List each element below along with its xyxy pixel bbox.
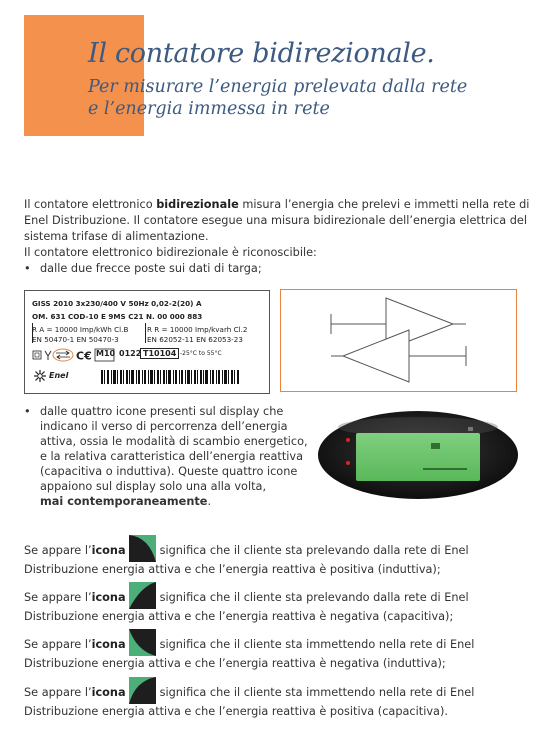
plate-temp-range: -25°C to 55°C [180, 350, 222, 357]
subtitle-line-1: Per misurare l’energia prelevata dalla rete [88, 77, 468, 97]
page-subtitle [88, 76, 467, 120]
bullet-dot: • [24, 405, 31, 418]
plate-bracket-left [32, 323, 141, 343]
plate-symbols-row [32, 348, 267, 362]
plate-row-3b: R R = 10000 Imp/kvarh Cl.2 [147, 325, 248, 334]
barcode [101, 370, 241, 384]
plate-code: 0122 [119, 349, 142, 358]
plate-row-4b: EN 62052-11 EN 62053-23 [147, 335, 243, 344]
intro-text [24, 197, 534, 277]
bullet2-emphasis: mai contemporaneamente [40, 495, 208, 508]
plate-row-2: OM. 631 COD-10 E 9MS C21 N. 00 000 883 [32, 312, 203, 321]
meter-nameplate [24, 290, 270, 394]
plate-row-4a: EN 50470-1 EN 50470-3 [32, 335, 119, 344]
enel-logo-icon [33, 369, 47, 383]
arrow-diagram [280, 289, 517, 392]
plate-bracket-right [145, 323, 146, 343]
prelievo-capacitiva-icon [129, 582, 156, 609]
lcd-display [318, 407, 518, 504]
prelievo-induttiva-icon [129, 535, 156, 562]
icon-paragraph-4: Se appare l’icona significa che il cliente sta immettendo nella rete di Enel Distribuzione energia attiva e che l’energia reattiva è positiva (capacitiva). [24, 677, 524, 720]
plate-row-3a: R A = 10000 Imp/kWh Cl.B [32, 325, 129, 334]
plate-m10: M10 [96, 349, 116, 358]
svg-text:C€: C€ [76, 349, 92, 362]
intro-paragraph-2: Il contatore elettronico bidirezionale è riconoscibile: [24, 246, 317, 259]
intro-paragraph-1: Il contatore elettronico bidirezionale misura l’energia che prelevi e immetti nella rete di Enel Distribuzione. Il contatore esegue una misura bidirezionale dell’energia elettrica del sistema trifase di alimentazione. [24, 198, 530, 243]
icon-paragraph-1: Se appare l’icona significa che il cliente sta prelevando dalla rete di Enel Distribuzione energia attiva e che l’energia reattiva è positiva (induttiva); [24, 535, 524, 578]
page-title: Il contatore bidirezionale. [88, 38, 435, 69]
bullet-item-icons: • dalle quattro icone presenti sul display che indicano il verso di percorrenza dell’energia attiva, ossia le modalità di scambio energetico, e la relativa caratteristica dell’energia reattiva (capacitiva o induttiva). Queste quattro icone appaiono sul display solo una alla volta, mai contemporaneamente. [24, 405, 308, 508]
bidirezionale-emphasis: bidirezionale [156, 198, 239, 211]
bullet-dot: • [24, 262, 31, 275]
bidirectional-arrows-diagram [281, 290, 515, 390]
plate-t-code: T10104 [140, 348, 179, 359]
meter-display-image [318, 407, 518, 504]
icon-paragraph-3: Se appare l’icona significa che il cliente sta immettendo nella rete di Enel Distribuzione energia attiva e che l’energia reattiva è negativa (induttiva); [24, 629, 524, 672]
plate-row-1: GISS 2010 3x230/400 V 50Hz 0,02-2(20) A [32, 299, 202, 308]
bullet-item-arrows: • dalle due frecce poste sui dati di targa; [24, 262, 262, 275]
enel-brand: Enel [49, 371, 69, 380]
icon-paragraph-2: Se appare l’icona significa che il cliente sta prelevando dalla rete di Enel Distribuzione energia attiva e che l’energia reattiva è negativa (capacitiva); [24, 582, 524, 625]
immissione-induttiva-icon [129, 629, 156, 656]
subtitle-line-2: e l’energia immessa in rete [88, 99, 330, 119]
immissione-capacitiva-icon [129, 677, 156, 704]
